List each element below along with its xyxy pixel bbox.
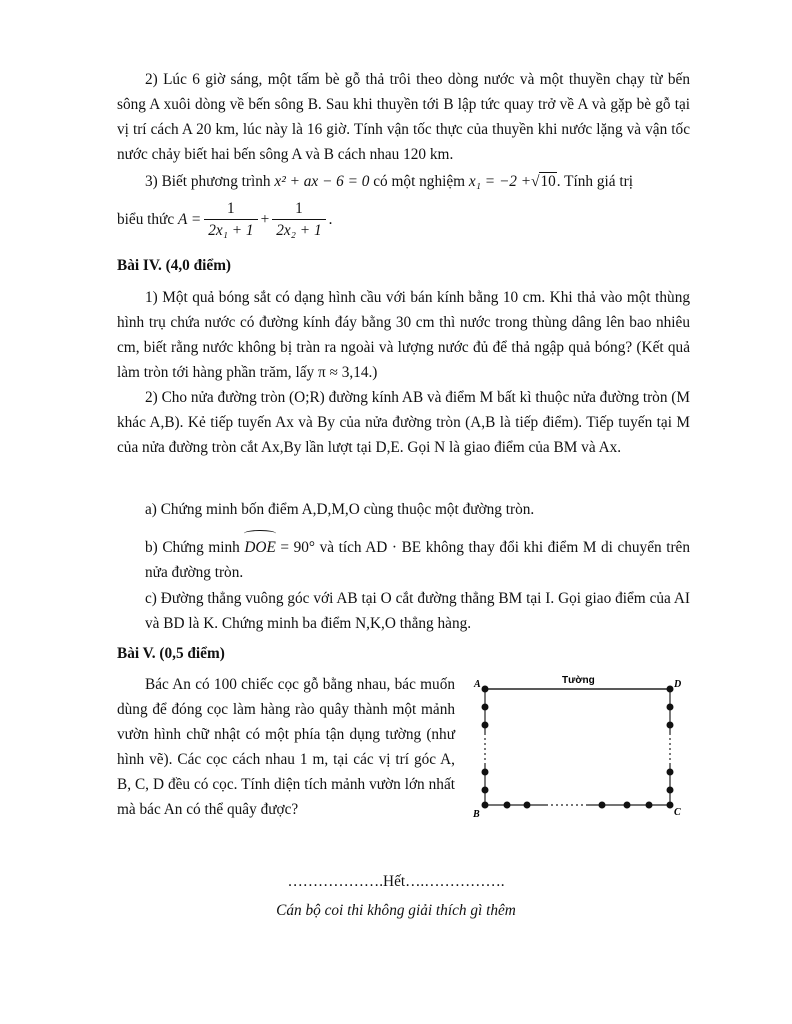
footer-note: Cán bộ coi thi không giải thích gì thêm — [276, 902, 516, 919]
wall-label: Tường — [562, 675, 595, 686]
stake-corner-c — [667, 802, 674, 809]
problem-3-root-lhs: x₁ = −2 + — [468, 173, 532, 190]
bai-5-text: Bác An có 100 chiếc cọc gỗ bằng nhau, bác muốn dùng để đóng cọc làm hàng rào quây thành một mảnh vườn hình chữ nhật có một phía tận dụng tường (như hình vẽ). Các cọc cách nhau 1 m, tại các vị trí góc A, B, C, D đều có cọc. Tính diện tích mảnh vườn lớn nhất mà bác An có thể quây được? — [117, 676, 455, 818]
bai-4-heading: Bài IV. (4,0 điểm) — [117, 257, 232, 274]
bai-4-q2b-rest: = 90° và tích AD · BE không thay đổi khi điểm M di chuyển trên nửa đường tròn. — [145, 539, 690, 581]
problem-3-a-lhs: A = — [177, 211, 202, 228]
stake — [667, 787, 674, 794]
end-mark: ……………….Hết….……………. — [287, 873, 505, 890]
problem-3-equation: x² + ax − 6 = 0 — [274, 173, 370, 190]
problem-3-mid: có một nghiệm — [373, 173, 466, 190]
bai-4-q2b-lead: b) Chứng minh — [145, 539, 240, 556]
bai-4-question-2a: a) Chứng minh bốn điểm A,D,M,O cùng thuộc một đường tròn. — [145, 501, 535, 518]
stake — [482, 704, 489, 711]
stake — [482, 722, 489, 729]
stake-corner-b — [482, 802, 489, 809]
stake — [624, 802, 631, 809]
bai-4-question-2b — [145, 535, 690, 585]
label-corner-c: C — [674, 807, 681, 818]
problem-3-line2-lead: biểu thức — [117, 211, 175, 228]
stake — [482, 769, 489, 776]
fence-figure — [462, 665, 692, 830]
label-corner-a: A — [474, 679, 481, 690]
problem-2-text: 2) Lúc 6 giờ sáng, một tấm bè gỗ thả trôi theo dòng nước và một thuyền chạy từ bến sông A xuôi dòng về bến sông B. Sau khi thuyền tới B lập tức quay trở về A và gặp bè gỗ tại vị trí cách A 20 km, lúc này là 16 giờ. Tính vận tốc thực của thuyền khi nước lặng và vận tốc nước chảy biết hai bến sông A và B cách nhau 120 km. — [117, 71, 690, 163]
stake — [524, 802, 531, 809]
problem-3-root-radicand: 10 — [540, 173, 556, 190]
fraction-1 — [204, 199, 257, 242]
label-corner-d: D — [674, 679, 682, 690]
stake — [482, 787, 489, 794]
stake — [646, 802, 653, 809]
stake — [667, 769, 674, 776]
stake-corner-d — [667, 686, 674, 693]
problem-3-line-1: 3) Biết phương trình x² + ax − 6 = 0 có một nghiệm x₁ = −2 +√10. Tính giá trị — [145, 173, 633, 190]
problem-3-lead: 3) Biết phương trình — [145, 173, 271, 190]
bai-4-question-2c: c) Đường thẳng vuông góc với AB tại O cắt đường thẳng BM tại I. Gọi giao điểm của AI và BD là K. Chứng minh ba điểm N,K,O thẳng hàng. — [145, 590, 690, 632]
stake — [599, 802, 606, 809]
stake — [504, 802, 511, 809]
plus-sign: + — [260, 211, 270, 228]
fraction-2-denominator: 2x₂ + 1 — [276, 221, 322, 239]
fraction-1-numerator: 1 — [204, 199, 257, 220]
fraction-1-denominator: 2x₁ + 1 — [208, 221, 254, 239]
angle-doe-arc: DOE — [244, 535, 275, 560]
bai-5-heading: Bài V. (0,5 điểm) — [117, 645, 225, 662]
stake-corner-a — [482, 686, 489, 693]
stake — [667, 722, 674, 729]
stake — [667, 704, 674, 711]
fraction-2 — [272, 199, 325, 242]
fraction-2-numerator: 1 — [272, 199, 325, 220]
bai-4-question-2: 2) Cho nửa đường tròn (O;R) đường kính AB và điểm M bất kì thuộc nửa đường tròn (M khác A,B). Kẻ tiếp tuyến Ax và By của nửa đường tròn (A,B là tiếp điểm). Tiếp tuyến tại M của nửa đường tròn cắt Ax,By lần lượt tại D,E. Gọi N là giao điểm của BM và Ax. — [117, 389, 690, 456]
problem-3-end: . — [328, 211, 333, 228]
bai-4-question-1: 1) Một quả bóng sắt có dạng hình cầu với bán kính bằng 10 cm. Khi thả vào một thùng hình trụ chứa nước có đường kính đáy bằng 30 cm thì nước trong thùng dâng lên bao nhiêu cm, biết rằng nước không bị tràn ra ngoài và lượng nước đủ để thả ngập quả bóng? (Kết quả làm tròn tới hàng phần trăm, lấy π ≈ 3,14.) — [117, 289, 690, 381]
problem-3-tail: . Tính giá trị — [556, 173, 633, 190]
label-corner-b: B — [473, 809, 480, 820]
problem-3-line-2 — [117, 197, 332, 243]
